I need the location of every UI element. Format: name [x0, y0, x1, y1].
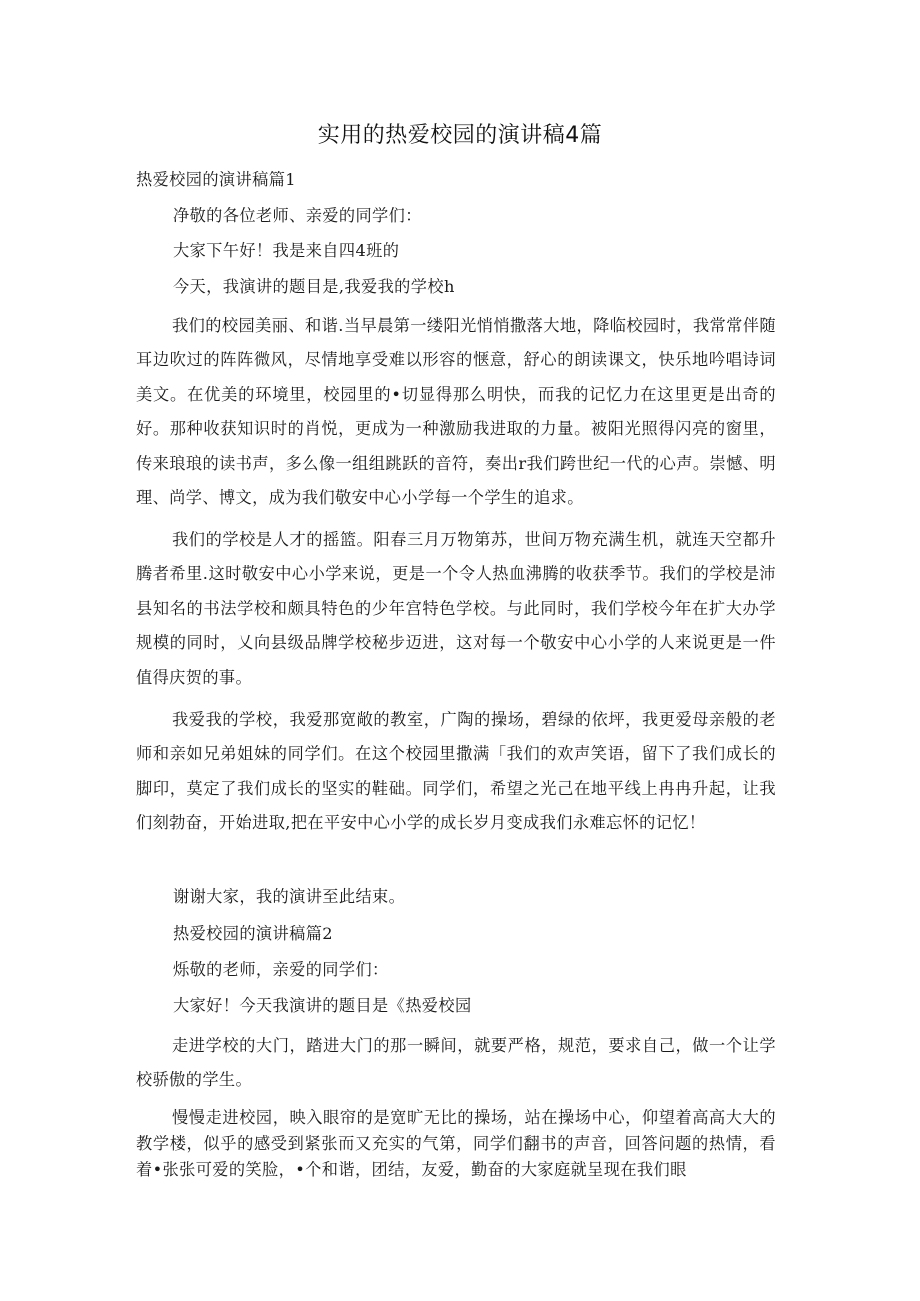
section1-hello: 大家下午好！我是来自四4班的 [173, 241, 400, 260]
section1-topic: 今天，我演讲的题目是,我爱我的学校h [173, 277, 455, 296]
section1-heading: 热爱校园的演讲稿篇1 [136, 170, 296, 189]
section2-heading: 热爱校园的演讲稿篇2 [173, 924, 333, 943]
section1-paragraph-2: 我们的学校是人才的摇篮。阳春三月万物第苏，世间万物充满生机，就连天空都升腾者希里.这时敬安中心小学来说，更是一个令人热血沸腾的收获季节。我们的学校是沛县知名的书法学校和颇具特色的少年宫特色学校。与此同时，我们学校今年在扩大办学规模的同时，乂向县级品牌学校秘步迈进，这对每一个敬安中心小学的人来说更是一件值得庆贺的事。 [136, 530, 776, 687]
section1-greeting: 净敬的各位老师、亲爱的同学们： [173, 206, 422, 225]
section2-paragraph-1: 走进学校的大门，踏进大门的那一瞬间，就要严格，规范，要求自己，做一个让学校骄傲的学生。 [136, 1036, 776, 1090]
section2-greeting: 烁敬的老师，亲爱的同学们： [173, 960, 389, 979]
section1-thanks: 谢谢大家，我的演讲至此结束。 [173, 887, 406, 906]
section1-paragraph-1: 我们的校园美丽、和谐.当早晨第一缕阳光悄悄撒落大地，降临校园时，我常常伴随耳边吹过的阵阵微风，尽情地享受难以形容的惬意，舒心的朗读课文，快乐地吟唱诗词美文。在优美的环境里，校园里的•切显得那么明快，而我的记忆力在这里更是出奇的好。那种收获知识时的肖悦，更成为一种激励我进取的力量。被阳光照得闪亮的窗里，传来琅琅的读书声，多么像一组组跳跃的音符，奏出r我们跨世纪一代的心声。崇憾、明理、尚学、博文，成为我们敬安中心小学每一个学生的追求。 [136, 316, 776, 508]
section2-hello: 大家好！今天我演讲的题目是《热爱校园 [173, 996, 472, 1015]
section1-paragraph-3: 我爱我的学校，我爱那宽敞的教室，广陶的操场，碧绿的依坪，我更爱母亲般的老师和亲如兄弟姐妹的同学们。在这个校园里撒满「我们的欢声笑语，留下了我们成长的脚印，莫定了我们成长的坚实的鞋础。同学们，希望之光己在地平线上冉冉升起，让我们刻勃奋，开始进取,把在平安中心小学的成长岁月变成我们永难忘怀的记忆！ [136, 710, 776, 833]
document-title: 实用的热爱校园的演讲稿4篇 [317, 123, 603, 148]
section2-paragraph-2: 慢慢走进校园，映入眼帘的是宽旷无比的操场，站在操场中心，仰望着高高大大的教学楼，似乎的感受到紧张而又充实的气第，同学们翻书的声音，回答问题的热情，看着•张张可爱的笑脸，•个和谐，团结，友爱，勤奋的大家庭就呈现在我们眼 [136, 1108, 776, 1179]
